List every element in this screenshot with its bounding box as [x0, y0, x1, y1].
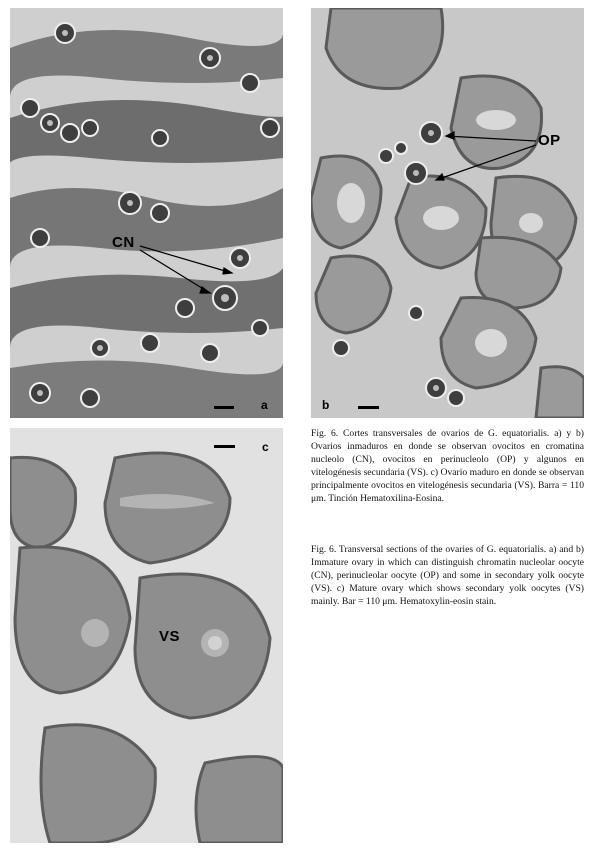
micrograph-a-image	[10, 8, 283, 418]
figure-caption-english	[311, 544, 584, 609]
micrograph-panel-b	[311, 8, 584, 418]
panel-label-a: a	[261, 398, 268, 412]
scale-bar	[214, 406, 234, 409]
micrograph-panel-a	[10, 8, 283, 418]
annotation-op: OP	[538, 132, 561, 149]
caption-es-text: Fig. 6. Cortes transversales de ovarios de G. equatorialis. a) y b) Ovarios inmaduros en donde se observan ovocitos en cromatina nucleolo (CN), ovocitos en perinucleolo (OP) y algunos en vitelogénesis secundaria (VS). c) Ovario maduro en donde se observan principalmente ovocitos en vitelogénesis secundaria (VS). Barra = 110 μm. Tinción Hematoxilina-Eosina.	[311, 428, 584, 504]
caption-en-text: Fig. 6. Transversal sections of the ovaries of G. equatorialis. a) and b) Immature ovary in which can distinguish chromatin nucleolar oocyte (CN), perinucleolar oocyte (OP) and some in secondary yolk oocyte (VS). c) Mature ovary which shows secondary yolk oocytes (VS) mainly. Bar = 110 μm. Hematoxylin-eosin stain.	[311, 544, 584, 607]
panel-label-c: c	[262, 440, 269, 454]
scale-bar	[358, 406, 379, 409]
annotation-vs: VS	[159, 628, 181, 645]
panel-label-b: b	[322, 398, 330, 412]
micrograph-panel-c	[10, 428, 283, 843]
micrograph-b-image	[311, 8, 584, 418]
figure-caption-spanish	[311, 428, 584, 505]
annotation-cn: CN	[112, 234, 135, 251]
scale-bar	[214, 445, 235, 448]
micrograph-c-image	[10, 428, 283, 843]
